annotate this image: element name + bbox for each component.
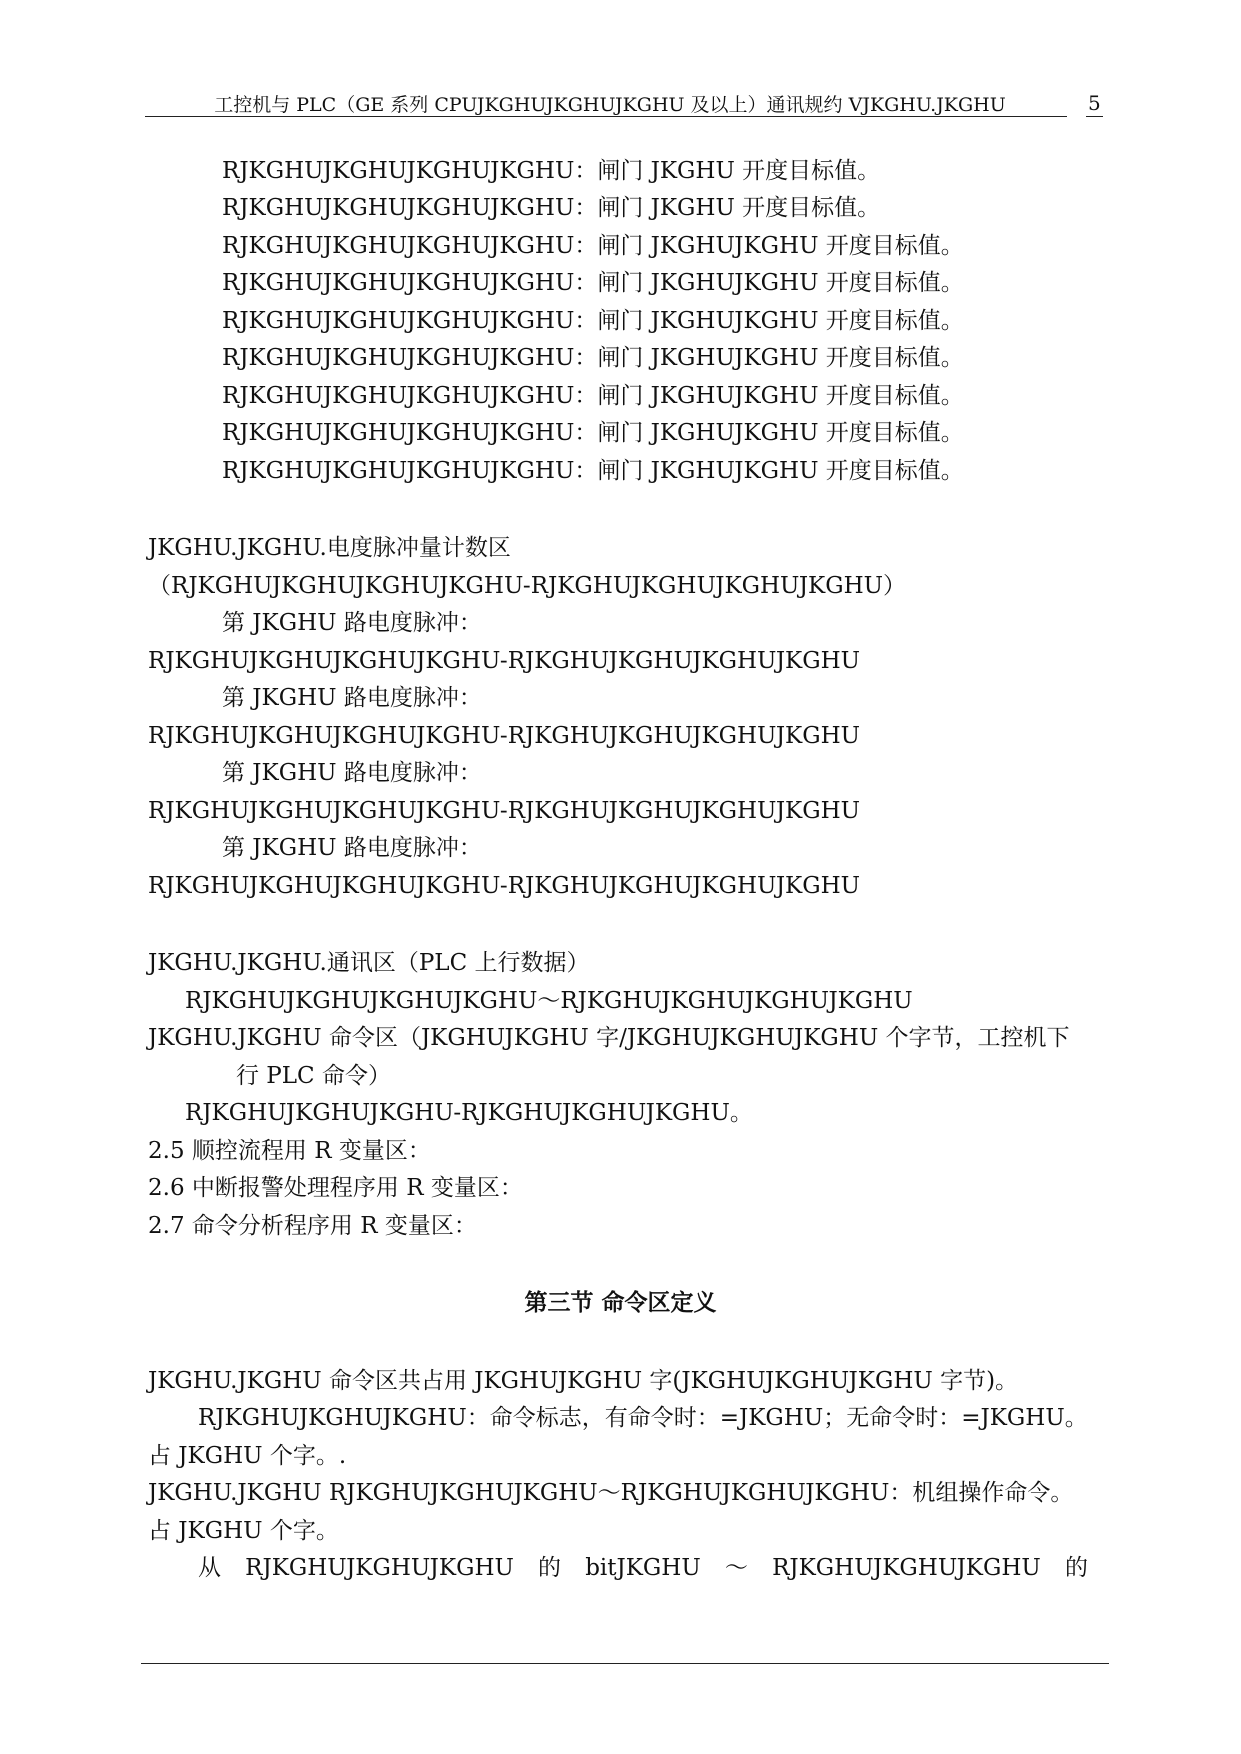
bit-range-word: ～ [724, 1555, 748, 1581]
pulse-entry-range: RJKGHUJKGHUJKGHUJKGHU-RJKGHUJKGHUJKGHUJKGHU [148, 798, 861, 824]
pulse-section-range: （RJKGHUJKGHUJKGHUJKGHU-RJKGHUJKGHUJKGHUJKGHU） [148, 573, 907, 599]
bit-range-word: 的 [1064, 1555, 1088, 1581]
gate-line: RJKGHUJKGHUJKGHUJKGHU：闸门 JKGHU 开度目标值。 [222, 158, 881, 184]
section-heading: 第三节 命令区定义 [524, 1289, 717, 1316]
command-area-line: JKGHU.JKGHU 命令区（JKGHUJKGHU 字/JKGHUJKGHUJKGHU 个字节，工控机下 [148, 1025, 1070, 1051]
page-number: 5 [1088, 91, 1101, 115]
pulse-entry-label: 第 JKGHU 路电度脉冲： [222, 760, 482, 786]
unit-command-line: JKGHU.JKGHU RJKGHUJKGHUJKGHU～RJKGHUJKGHUJKGHU：机组操作命令。 [148, 1480, 1074, 1506]
numbered-item: 2.5 顺控流程用 R 变量区： [148, 1138, 431, 1164]
bit-range-line [198, 1553, 1088, 1583]
bit-range-word: RJKGHUJKGHUJKGHU [772, 1555, 1041, 1581]
pulse-section-title: JKGHU.JKGHU.电度脉冲量计数区 [148, 535, 511, 561]
bit-range-word: RJKGHUJKGHUJKGHU [245, 1555, 514, 1581]
page-header [145, 86, 1075, 118]
bit-range-word: bitJKGHU [585, 1555, 701, 1581]
gate-line: RJKGHUJKGHUJKGHUJKGHU：闸门 JKGHUJKGHU 开度目标值。 [222, 270, 964, 296]
pulse-entry-range: RJKGHUJKGHUJKGHUJKGHU-RJKGHUJKGHUJKGHUJKGHU [148, 873, 861, 899]
pulse-entry-label: 第 JKGHU 路电度脉冲： [222, 685, 482, 711]
gate-line: RJKGHUJKGHUJKGHUJKGHU：闸门 JKGHU 开度目标值。 [222, 195, 881, 221]
gate-line: RJKGHUJKGHUJKGHUJKGHU：闸门 JKGHUJKGHU 开度目标值。 [222, 383, 964, 409]
gate-line: RJKGHUJKGHUJKGHUJKGHU：闸门 JKGHUJKGHU 开度目标值。 [222, 233, 964, 259]
command-area-range: RJKGHUJKGHUJKGHU-RJKGHUJKGHUJKGHU。 [185, 1100, 753, 1126]
header-title: 工控机与 PLC（GE 系列 CPUJKGHUJKGHUJKGHU 及以上）通讯规约 VJKGHU.JKGHU [214, 94, 1006, 116]
pulse-entry-label: 第 JKGHU 路电度脉冲： [222, 610, 482, 636]
bit-range-word: 从 [198, 1555, 221, 1581]
comm-section-range: RJKGHUJKGHUJKGHUJKGHU～RJKGHUJKGHUJKGHUJKGHU [185, 988, 913, 1014]
unit-command-occupy: 占 JKGHU 个字。 [148, 1518, 339, 1544]
pulse-entry-range: RJKGHUJKGHUJKGHUJKGHU-RJKGHUJKGHUJKGHUJKGHU [148, 648, 861, 674]
pulse-entry-range: RJKGHUJKGHUJKGHUJKGHU-RJKGHUJKGHUJKGHUJKGHU [148, 723, 861, 749]
gate-line: RJKGHUJKGHUJKGHUJKGHU：闸门 JKGHUJKGHU 开度目标值。 [222, 458, 964, 484]
comm-section-title: JKGHU.JKGHU.通讯区（PLC 上行数据） [148, 950, 590, 976]
numbered-item: 2.6 中断报警处理程序用 R 变量区： [148, 1175, 523, 1201]
command-flag-occupy: 占 JKGHU 个字。. [148, 1443, 347, 1469]
footer-divider [141, 1663, 1109, 1664]
numbered-item: 2.7 命令分析程序用 R 变量区： [148, 1213, 477, 1239]
pulse-entry-label: 第 JKGHU 路电度脉冲： [222, 835, 482, 861]
gate-line: RJKGHUJKGHUJKGHUJKGHU：闸门 JKGHUJKGHU 开度目标值。 [222, 420, 964, 446]
command-flag-line: RJKGHUJKGHUJKGHU：命令标志，有命令时：=JKGHU；无命令时：=JKGHU。 [198, 1405, 1088, 1431]
header-divider [145, 116, 1067, 117]
command-area-line-cont: 行 PLC 命令） [236, 1063, 391, 1089]
bit-range-word: 的 [538, 1555, 562, 1581]
gate-line: RJKGHUJKGHUJKGHUJKGHU：闸门 JKGHUJKGHU 开度目标值。 [222, 345, 964, 371]
command-def-intro: JKGHU.JKGHU 命令区共占用 JKGHUJKGHU 字(JKGHUJKGHUJKGHU 字节)。 [148, 1368, 1019, 1394]
gate-line: RJKGHUJKGHUJKGHUJKGHU：闸门 JKGHUJKGHU 开度目标值。 [222, 308, 964, 334]
